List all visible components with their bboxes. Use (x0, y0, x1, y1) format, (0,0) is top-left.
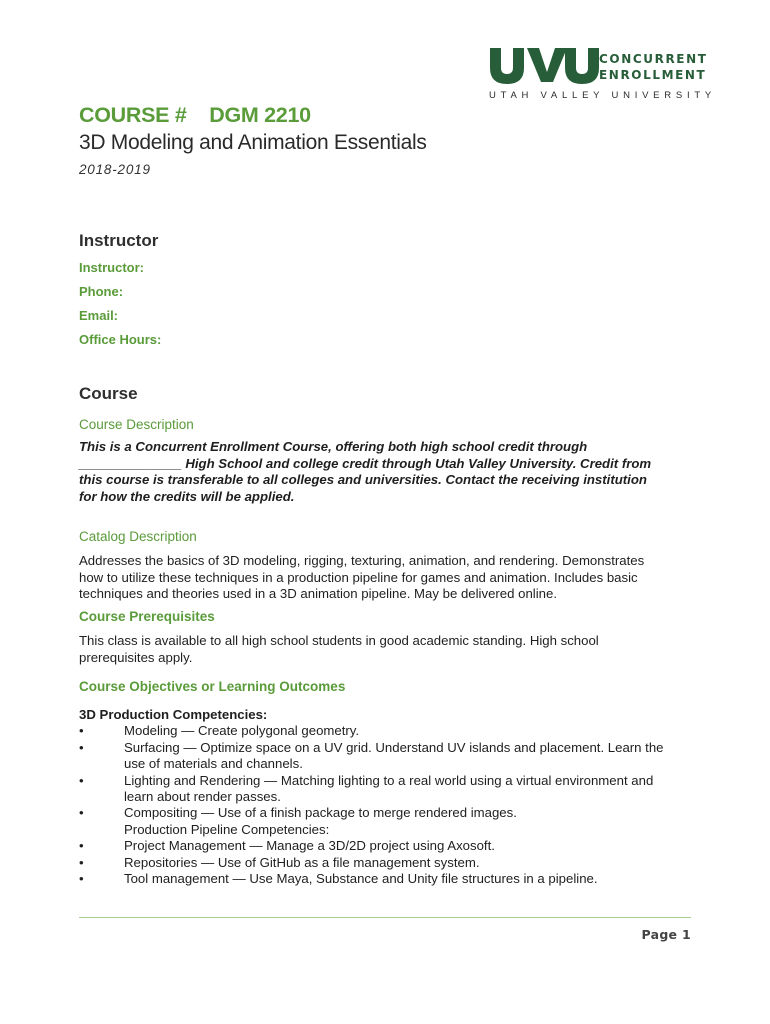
competency-text: Lighting and Rendering — Matching lighting to a real world using a virtual environment and (124, 772, 654, 788)
competency-text: learn about render passes. (124, 789, 281, 805)
prerequisites-text (79, 633, 699, 666)
course-code: DGM 2210 (209, 103, 311, 127)
objectives-heading: Course Objectives or Learning Outcomes (79, 679, 346, 694)
course-label: COURSE # (79, 103, 187, 127)
logo-concurrent-text: CONCURRENT (599, 52, 708, 66)
instructor-heading: Instructor (79, 231, 159, 250)
bullet-mark: • (79, 739, 84, 755)
prereq-line: This class is available to all high school students in good academic standing. High school (79, 633, 599, 648)
description-line: ______________ High School and college credit through Utah Valley University. Credit from (79, 455, 652, 471)
course-description-text (79, 439, 699, 505)
prereq-line: prerequisites apply. (79, 649, 193, 665)
catalog-description-heading: Catalog Description (79, 529, 197, 544)
competency-text: Tool management — Use Maya, Substance and Unity file structures in a pipeline. (124, 871, 598, 887)
instructor-field: Instructor: (79, 260, 144, 275)
description-line: for how the credits will be applied. (79, 488, 295, 504)
logo-tagline: UTAH VALLEY UNIVERSITY (489, 90, 716, 101)
course-title: 3D Modeling and Animation Essentials (79, 131, 427, 154)
bullet-mark (79, 789, 124, 805)
competency-text: Modeling — Create polygonal geometry. (124, 723, 360, 739)
email-field: Email: (79, 308, 119, 323)
competency-item (79, 773, 699, 789)
competency-item (79, 789, 699, 805)
catalog-line: Addresses the basics of 3D modeling, rigging, texturing, animation, and rendering. Demonstrates (79, 553, 645, 568)
competency-text: Repositories — Use of GitHub as a file management system. (124, 854, 480, 870)
course-year: 2018-2019 (79, 162, 151, 177)
competency-text: Compositing — Use of a finish package to merge rendered images. (124, 805, 517, 821)
competencies-heading: 3D Production Competencies: (79, 707, 268, 722)
competency-item (79, 805, 699, 821)
competency-text: use of materials and channels. (124, 756, 303, 772)
course-number (79, 103, 311, 128)
competency-item (79, 838, 699, 854)
bullet-mark: • (79, 871, 84, 887)
course-description-heading: Course Description (79, 417, 194, 432)
uvu-concurrent-enrollment-logo (489, 46, 716, 102)
competencies-list (79, 707, 699, 887)
phone-field: Phone: (79, 284, 124, 299)
bullet-mark: • (79, 723, 84, 739)
competency-item (79, 855, 699, 871)
competency-item (79, 871, 699, 887)
competency-text: Surfacing — Optimize space on a UV grid. Understand UV islands and placement. Learn the (124, 739, 664, 755)
bullet-mark: • (79, 838, 84, 854)
bullet-mark: • (79, 805, 84, 821)
competency-subheading: Production Pipeline Competencies: (124, 821, 330, 837)
bullet-mark (79, 756, 124, 772)
bullet-mark: • (79, 854, 84, 870)
catalog-line: how to utilize these techniques in a production pipeline for games and animation. Includes basic (79, 569, 638, 585)
footer-divider (79, 917, 691, 918)
competency-item (79, 822, 699, 838)
uvu-logo-icon (489, 46, 708, 86)
logo-enrollment-text: ENROLLMENT (599, 68, 707, 82)
competency-item (79, 723, 699, 739)
page-number: Page 1 (641, 927, 691, 942)
catalog-line: techniques and theories used in a 3D animation pipeline. May be delivered online. (79, 586, 557, 601)
bullet-mark: • (79, 772, 84, 788)
course-heading: Course (79, 384, 138, 403)
competency-item (79, 740, 699, 756)
description-line: this course is transferable to all colleges and universities. Contact the receiving institution (79, 472, 647, 487)
catalog-description-text (79, 553, 699, 603)
description-line: This is a Concurrent Enrollment Course, offering both high school credit through (79, 439, 588, 454)
competency-item (79, 756, 699, 772)
office-hours-field: Office Hours: (79, 332, 162, 347)
prerequisites-heading: Course Prerequisites (79, 609, 215, 624)
competency-text: Project Management — Manage a 3D/2D project using Axosoft. (124, 838, 495, 854)
